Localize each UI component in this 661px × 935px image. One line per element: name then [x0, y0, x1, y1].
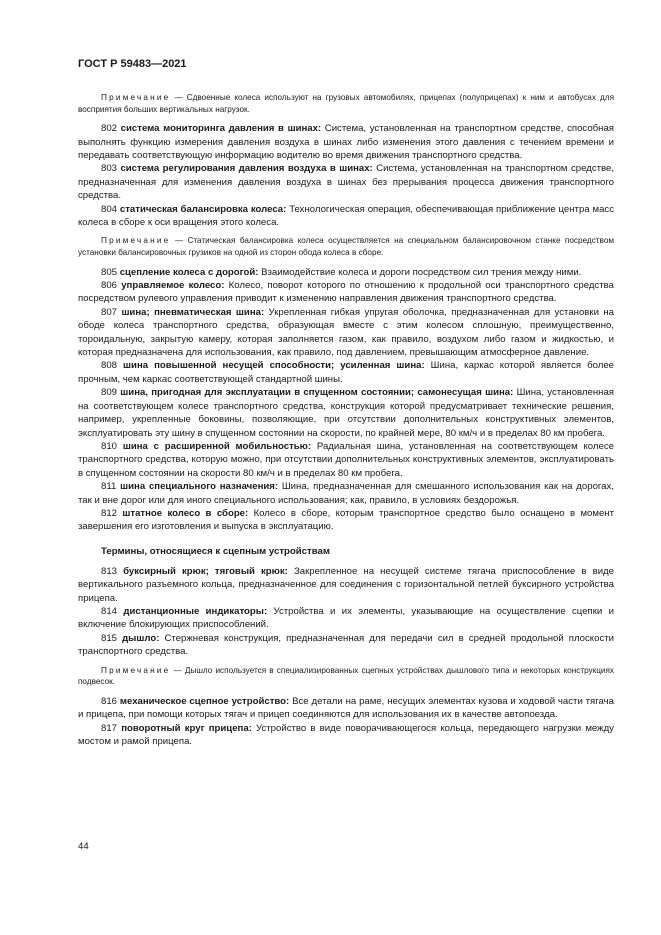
term-definition: Шина, предназначенная для смешанного использования как на дорогах, так и вне дорог или для иного специального использования; как, правило, в условиях бездорожья. — [78, 481, 614, 506]
note-text: — Статическая балансировка колеса осуществляется на специальном балансировочном станке посредством установки балансировочных грузиков на одной из сторон обода колеса в сборе. — [78, 236, 614, 258]
term-name: буксирный крюк; тяговый крюк: — [123, 565, 288, 577]
term-definition: Все детали на раме, несущих элементах кузова и ходовой части тягача и прицепа, при помощи которых тягач и прицеп соединяются для использования их в качестве автопоезда. — [78, 695, 614, 721]
term-name: статическая балансировка колеса: — [119, 203, 287, 215]
note-label: Примечание — [101, 665, 171, 675]
note-label: Примечание — [101, 236, 171, 246]
term-number: 809 — [101, 387, 118, 399]
term-number: 808 — [101, 360, 118, 372]
term-name: поворотный круг прицепа: — [121, 722, 252, 734]
term-number: 807 — [101, 306, 118, 318]
term-definition: Стержневая конструкция, предназначенная для передачи сил в средней продольной плоскости транспортного средства. — [78, 632, 615, 658]
term-entry-813 — [78, 565, 614, 605]
page-number: 44 — [78, 841, 89, 852]
term-entry-808 — [78, 359, 614, 386]
note-text: — Сдвоенные колеса используют на грузовых автомобилях, прицепах (полуприцепах) к ним и автобусах для восприятия больших вертикальных нагрузок. — [78, 93, 614, 114]
term-number: 806 — [101, 280, 118, 292]
term-name: управляемое колесо: — [121, 280, 225, 292]
note — [78, 92, 614, 115]
term-definition: Колесо в сборе, которым транспортное средство было оснащено в момент завершения его изготовления и выпуска в эксплуатацию. — [78, 507, 614, 533]
term-definition: Укрепленная гибкая упругая оболочка, предназначенная для установки на ободе колеса транспортного средства, образующая вместе с этим колесом сплошную, преимущественно, тороидальную, закрытую камеру, которая заполняется газом, как правило, воздухом либо газом и жидкостью, и которая предназначена для использования, как правило, под давлением, превышающим атмосферное давление. — [78, 306, 614, 359]
term-entry-816 — [78, 695, 614, 722]
term-name: штатное колесо в сборе: — [122, 507, 249, 519]
term-entry-811 — [78, 480, 614, 507]
term-number: 813 — [101, 565, 118, 577]
term-name: шина, пригодная для эксплуатации в спущенном состоянии; самонесущая шина: — [120, 387, 514, 399]
term-name: система мониторинга давления в шинах: — [120, 123, 322, 135]
term-definition: Шина, установленная на соответствующем колесе транспортного средства, конструкция которой предусматривает технические решения, например, укрепленные боковины, позволяющие, при отсутствии дополнительных конструктивных элементов, эксплуатировать эту шину в спущенном состоянии на скорости, по крайней мере, 80 км/ч и в пределах 80 км пробега. — [78, 387, 614, 439]
term-entry-803 — [78, 162, 614, 202]
term-name: система регулирования давления воздуха в шинах: — [120, 163, 373, 175]
note — [78, 235, 614, 258]
term-number: 814 — [101, 605, 118, 617]
term-definition: Радиальная шина, установленная на соответствующем колесе транспортного средства, которую можно, при отсутствии дополнительных конструктивных элементов, эксплуатировать в спущенном состоянии на скорости 80 км/ч и в пределах 80 км пробега. — [78, 440, 615, 479]
term-number: 817 — [101, 722, 118, 734]
term-name: шина специального назначения: — [120, 481, 279, 493]
term-definition: Система, установленная на транспортном средстве, способная выполнять функцию измерения давления воздуха в шинах либо изменения этого давления с течением времени и передавать соответствующую информацию водителю во время движения транспортного средства. — [78, 123, 614, 161]
term-number: 804 — [101, 203, 118, 215]
section-heading: Термины, относящиеся к сцепным устройствам — [101, 545, 330, 557]
term-name: шина с расширенной мобильностью: — [122, 440, 312, 452]
term-entry-810 — [78, 440, 614, 480]
term-entry-809 — [78, 386, 614, 440]
term-name: дышло: — [122, 632, 160, 644]
term-definition: Взаимодействие колеса и дороги посредством сил трения между ними. — [258, 266, 582, 278]
term-definition: Устройство в виде поворачивающегося кольца, передающего нагрузки между мостом и рамой прицепа. — [78, 722, 614, 747]
term-entry-806 — [78, 279, 614, 306]
note-label: Примечание — [101, 93, 171, 102]
term-name: шина; пневматическая шина: — [121, 306, 265, 318]
term-entry-814 — [78, 605, 614, 632]
term-name: механическое сцепное устройство: — [119, 695, 290, 707]
term-definition: Закрепленное на несущей системе тягача приспособление в виде вертикального разъемного кольца, предназначенное для соединения с горизонтальной петлей буксирного устройства прицепа. — [78, 565, 614, 604]
term-number: 812 — [101, 507, 118, 519]
term-entry-802 — [78, 122, 614, 162]
term-name: шина повышенной несущей способности; усиленная шина: — [123, 360, 425, 372]
term-number: 810 — [101, 440, 118, 452]
term-definition: Система, установленная на транспортном средстве, предназначенная для изменения давления воздуха в шинах без прерывания процесса движения транспортного средства. — [78, 163, 614, 202]
term-definition: Устройства и их элементы, указывающие на осуществление сцепки и включение блокирующих приспособлений. — [78, 605, 614, 631]
term-name: дистанционные индикаторы: — [123, 605, 268, 617]
note — [78, 665, 614, 688]
term-entry-812 — [78, 507, 614, 534]
term-number: 805 — [101, 266, 118, 278]
term-number: 815 — [101, 632, 118, 644]
document-page — [78, 58, 614, 748]
term-entry-815 — [78, 632, 614, 659]
term-number: 816 — [101, 695, 118, 707]
term-definition: Технологическая операция, обеспечивающая приближение центра масс колеса в сборе к оси вращения этого колеса. — [78, 203, 615, 229]
term-definition: Колесо, поворот которого по отношению к продольной оси транспортного средства посредством рулевого управления приводит к изменению направления движения транспортного средства. — [78, 280, 614, 305]
term-number: 811 — [101, 481, 117, 493]
term-entry-807 — [78, 306, 614, 360]
term-entry-805 — [78, 266, 614, 279]
term-entry-804 — [78, 203, 614, 230]
document-header: ГОСТ Р 59483—2021 — [78, 58, 187, 70]
term-number: 803 — [101, 163, 118, 175]
note-text: — Дышло используется в специализированных сцепных устройствах дышлового типа и некоторых конструкциях подвесок. — [78, 665, 614, 687]
term-name: сцепление колеса с дорогой: — [119, 266, 259, 278]
term-number: 802 — [101, 123, 118, 135]
term-entry-817 — [78, 722, 614, 749]
term-definition: Шина, каркас которой является более прочным, чем каркас соответствующей стандартной шины. — [78, 360, 614, 385]
